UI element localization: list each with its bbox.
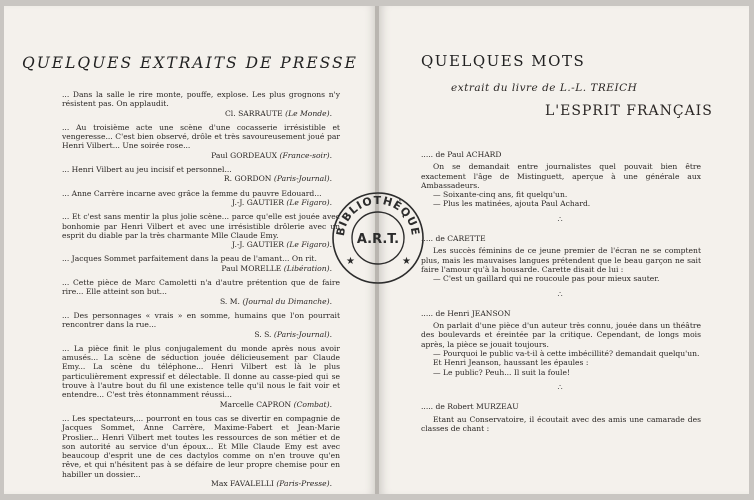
anecdote-paragraph: — C'est un gaillard qui ne roucoule pas pour mieux sauter. <box>433 274 660 284</box>
quote-text: ... Des personnages « vrais » en somme, humains que l'on pourrait rencontrer dans la rue... <box>62 310 340 330</box>
quote-paper: (Combat). <box>293 399 332 409</box>
section-separator: ∴ <box>557 214 565 224</box>
quote-paper: (Le Monde). <box>285 108 332 118</box>
quote-source <box>62 297 340 306</box>
anecdote-paragraph: Et Henri Jeanson, haussant les épaules : <box>433 358 589 368</box>
quote-text: ... Jacques Sommet parfaitement dans la peau de l'amant... On rit. <box>62 254 317 264</box>
quote-author: Cl. SARRAUTE <box>225 108 283 118</box>
quote-paper: (Libération). <box>283 263 332 273</box>
quote-text: ... Dans la salle le rire monte, pouffe, explose. Les plus grognons n'y résistent pas. On applaudit. <box>62 90 340 109</box>
quote-source <box>62 330 340 339</box>
quote-paper: (France-soir). <box>279 150 332 160</box>
words-title: QUELQUES MOTS <box>421 52 586 70</box>
anecdote-heading: ..... de Robert MURZEAU <box>421 402 519 412</box>
stamp-ring-text: BIBLIOTHÈQUE <box>333 193 423 237</box>
anecdote-section <box>421 309 701 377</box>
right-page <box>379 6 749 494</box>
anecdote-paragraph: Etant au Conservatoire, il écoutait avec des amis une camarade des classes de chant : <box>421 414 701 433</box>
quote-source <box>62 240 340 249</box>
quote-text: ... Henri Vilbert au jeu incisif et personnel... <box>62 165 232 175</box>
book-extract-subtitle: extrait du livre de L.-L. TREICH <box>451 82 638 94</box>
anecdote-paragraph: On parlait d'une pièce d'un auteur très connu, jouée dans un théâtre des boulevards et éreintée par la critique. Cependant, de longs mois après, la pièce se jouait toujours. <box>421 321 701 349</box>
anecdote-heading: ..... de CARETTE <box>421 234 486 244</box>
anecdotes <box>421 150 701 439</box>
press-quote <box>62 123 340 160</box>
quote-text: ... Anne Carrère incarne avec grâce la femme du pauvre Edouard... <box>62 188 322 198</box>
press-quote <box>62 90 340 118</box>
press-quote <box>62 278 340 306</box>
quote-source <box>62 174 340 183</box>
quote-author: Paul GORDEAUX <box>211 150 278 160</box>
press-quote <box>62 189 340 208</box>
press-quote <box>62 344 340 409</box>
anecdote-paragraph: — Pourquoi le public va-t-il à cette imbécillité? demandait quelqu'un. <box>433 349 700 359</box>
anecdote-paragraph: — Soixante-cinq ans, fit quelqu'un. <box>433 190 568 200</box>
quote-author: J.-J. GAUTIER <box>232 197 284 207</box>
anecdote-paragraph: — Plus les matinées, ajouta Paul Achard. <box>433 199 591 209</box>
press-quotes <box>62 90 340 493</box>
anecdote-section <box>421 234 701 283</box>
quote-paper: (Journal du Dimanche). <box>242 296 332 306</box>
quote-author: Paul MORELLE <box>221 263 282 273</box>
star-icon: ★ <box>346 256 355 267</box>
left-page <box>4 6 376 494</box>
star-icon: ★ <box>402 256 411 267</box>
quote-text: ... Au troisième acte une scène d'une cocasserie irrésistible et vengeresse... C'est bien observé, drôle et très savoureusement joué par Henri Vilbert... Une soirée rose... <box>62 122 340 151</box>
quote-author: Marcelle CAPRON <box>219 399 292 409</box>
press-quote <box>62 254 340 273</box>
anecdote-section <box>421 402 701 433</box>
book-title: L'ESPRIT FRANÇAIS <box>545 103 713 119</box>
press-quote <box>62 212 340 249</box>
anecdote-heading: ..... de Paul ACHARD <box>421 150 502 159</box>
quote-text: ... La pièce finit le plus conjugalement du monde après nous avoir amusés... La scène de séduction jouée délicieusement par Claude Emy... La scène du téléphone... Henri Vilbert est là le plus particulièrement expressif et délectable. Il donne au casse-pied qui se trouve à l'autre bout du fil une existence telle qu'il nous le fait voir et entendre... C'est très étonnamment réussi... <box>62 343 340 400</box>
library-stamp <box>330 190 426 286</box>
anecdote-paragraph: — Le public? Peuh... Il suit la foule! <box>433 367 571 377</box>
quote-author: S. S. <box>254 329 272 339</box>
quote-author: J.-J. GAUTIER <box>232 240 284 250</box>
section-separator: ∴ <box>557 382 565 392</box>
quote-source <box>62 198 340 207</box>
anecdote-paragraph: On se demandait entre journalistes quel pouvait bien être exactement l'âge de Mistinguett, aperçue à une générale aux Ambassadeurs. <box>421 162 701 190</box>
quote-paper: (Le Figaro). <box>286 240 332 250</box>
quote-source <box>62 109 340 118</box>
press-extracts-title: QUELQUES EXTRAITS DE PRESSE <box>22 54 358 72</box>
quote-author: S. M. <box>219 296 240 306</box>
quote-paper: (Paris-Presse). <box>276 478 332 488</box>
press-quote <box>62 165 340 184</box>
quote-source <box>62 400 340 409</box>
quote-text: ... Cette pièce de Marc Camoletti n'a d'autre prétention que de faire rire... Elle atteint son but... <box>62 278 340 297</box>
quote-author: R. GORDON <box>223 174 272 184</box>
stamp-center-text: A.R.T. <box>356 232 400 247</box>
anecdote-paragraph: Les succès féminins de ce jeune premier de l'écran ne se comptent plus, mais les mauvaises langues prétendent que le beau garçon ne sait faire l'amour qu'à la housarde. Carette disait de lui : <box>421 246 701 274</box>
quote-text: ... Et c'est sans mentir la plus jolie scène... parce qu'elle est jouée avec bonhomie par Henri Vilbert et avec une irrésistible drôlerie avec un esprit du diable par la très charmante Mlle Claude Emy. <box>62 212 340 240</box>
anecdote-heading: ..... de Henri JEANSON <box>421 308 511 318</box>
quote-paper: (Paris-Journal). <box>273 174 332 184</box>
quote-source <box>62 264 340 273</box>
press-quote <box>62 311 340 339</box>
quote-text: ... Les spectateurs,... pourront en tous cas se divertir en compagnie de Jacques Sommet, Anne Carrère, Maxime-Fabert et Jean-Marie Proslier... Henri Vilbert met toutes les ressources de son métier et de son autorité au service d'un époux... Et Mlle Claude Emy est avec beaucoup d'esprit une de ces dactylos comme on n'en trouve qu'en rêve, et qui n'hésitent pas à se défaire de leur propre chemise pour en habiller un dossier... <box>62 413 340 479</box>
quote-source <box>62 151 340 160</box>
anecdote-section <box>421 150 701 209</box>
quote-source <box>62 479 340 488</box>
quote-paper: (Paris-Journal). <box>273 329 332 339</box>
section-separator: ∴ <box>557 289 565 299</box>
quote-author: Max FAVALELLI <box>211 478 274 488</box>
quote-paper: (Le Figaro). <box>286 197 332 207</box>
press-quote <box>62 414 340 488</box>
